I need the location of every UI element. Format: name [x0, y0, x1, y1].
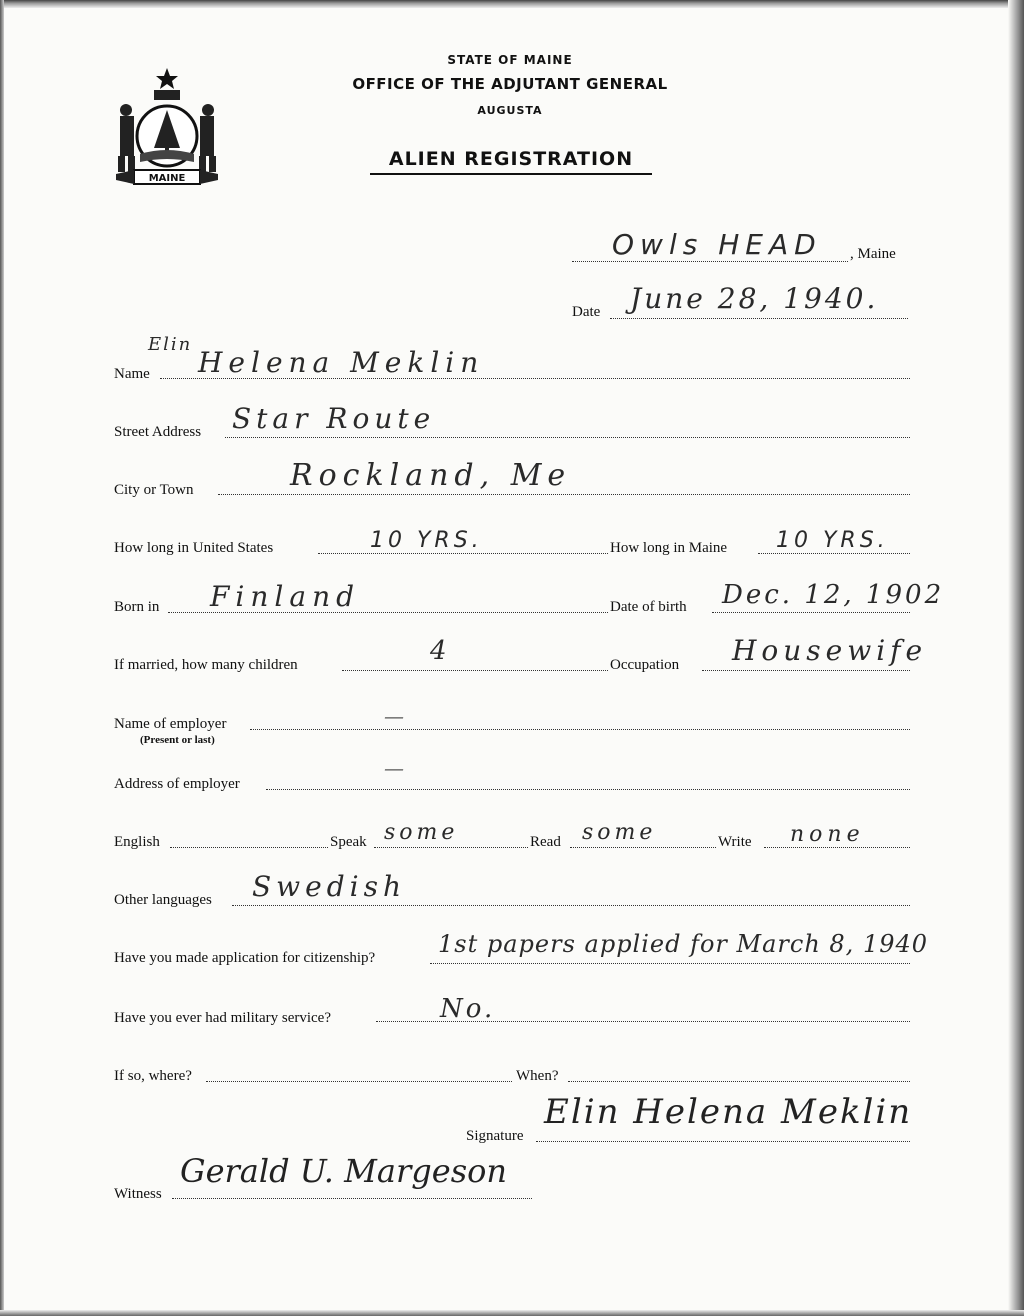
maine-duration-line [758, 553, 910, 554]
date-value: June 28, 1940. [630, 282, 879, 315]
military-value: No. [440, 994, 496, 1024]
town-value: Owls HEAD [612, 228, 822, 261]
when-label: When? [516, 1068, 559, 1084]
where-label: If so, where? [114, 1068, 192, 1084]
city-value: Rockland, Me [290, 458, 572, 493]
signature-line [536, 1141, 910, 1142]
form-title: ALIEN REGISTRATION [370, 148, 652, 175]
other-languages-label: Other languages [114, 892, 212, 908]
maine-duration-label: How long in Maine [610, 540, 728, 556]
write-value: none [790, 822, 865, 847]
street-line [225, 437, 910, 438]
english-label: English [114, 834, 160, 850]
header-city: AUGUSTA [477, 104, 543, 117]
employer-address-label: Address of employer [114, 776, 240, 792]
children-label: If married, how many children [114, 657, 298, 673]
read-value: some [582, 820, 657, 845]
born-label: Born in [114, 599, 160, 615]
scan-edge-left [0, 0, 4, 1316]
us-duration-line [318, 553, 608, 554]
employer-value: — [384, 704, 404, 728]
scan-edge-right [1008, 0, 1024, 1316]
other-languages-line [232, 905, 910, 906]
english-line [170, 847, 328, 848]
date-line [610, 318, 908, 319]
born-value: Finland [210, 580, 361, 613]
where-line [206, 1081, 512, 1082]
name-label: Name [114, 366, 150, 382]
signature-label: Signature [466, 1128, 524, 1144]
state-of-maine-seal-icon [114, 66, 220, 188]
dob-line [712, 612, 910, 613]
citizenship-line [430, 963, 910, 964]
employer-line [250, 729, 910, 730]
write-label: Write [718, 834, 752, 850]
svg-text:MAINE: MAINE [148, 173, 186, 184]
date-label: Date [572, 304, 601, 320]
occupation-label: Occupation [610, 657, 680, 673]
read-line [570, 847, 716, 848]
speak-line [374, 847, 528, 848]
dob-label: Date of birth [610, 599, 687, 615]
us-duration-value: 10 YRS. [370, 528, 483, 553]
scan-edge-bottom [0, 1310, 1024, 1316]
header-state: STATE OF MAINE [447, 53, 573, 67]
street-label: Street Address [114, 424, 202, 440]
town-line [572, 261, 848, 262]
street-value: Star Route [232, 402, 436, 435]
header-office: OFFICE OF THE ADJUTANT GENERAL [352, 75, 668, 93]
employer-sublabel: (Present or last) [140, 734, 215, 746]
signature-value: Elin Helena Meklin [544, 1092, 913, 1132]
speak-label: Speak [330, 834, 367, 850]
occupation-line [702, 670, 910, 671]
city-line [218, 494, 910, 495]
scan-edge-top [0, 0, 1024, 8]
employer-address-value: — [384, 756, 404, 780]
employer-label: Name of employer [114, 716, 227, 732]
maine-duration-value: 10 YRS. [776, 528, 889, 553]
children-line [342, 670, 608, 671]
military-label: Have you ever had military service? [114, 1010, 331, 1026]
other-languages-value: Swedish [252, 870, 406, 903]
town-suffix: , Maine [850, 246, 896, 262]
read-label: Read [530, 834, 561, 850]
name-first-value: Elin [148, 334, 193, 355]
city-label: City or Town [114, 482, 194, 498]
when-line [568, 1081, 910, 1082]
employer-address-line [266, 789, 910, 790]
speak-value: some [384, 820, 459, 845]
write-line [764, 847, 910, 848]
witness-label: Witness [114, 1186, 162, 1202]
citizenship-value: 1st papers applied for March 8, 1940 [438, 930, 929, 958]
name-value: Helena Meklin [198, 346, 485, 379]
occupation-value: Housewife [732, 634, 928, 667]
witness-line [172, 1198, 532, 1199]
us-duration-label: How long in United States [114, 540, 274, 556]
witness-value: Gerald U. Margeson [180, 1152, 507, 1190]
dob-value: Dec. 12, 1902 [722, 580, 945, 610]
children-value: 4 [430, 636, 447, 666]
citizenship-label: Have you made application for citizenship? [114, 950, 376, 966]
